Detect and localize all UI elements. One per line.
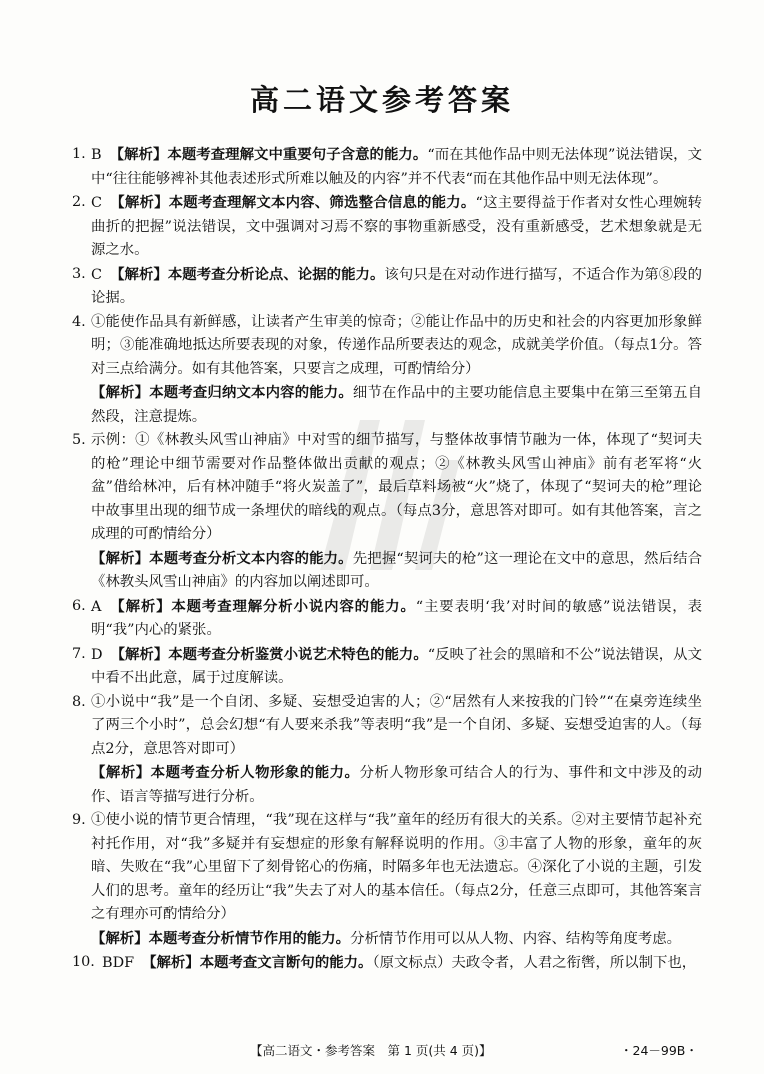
answer-item-8 bbox=[72, 691, 702, 762]
answer-item-4 bbox=[72, 311, 702, 382]
item-number: 2. bbox=[72, 194, 86, 210]
analysis-5 bbox=[72, 547, 702, 595]
footer-page-info: 【高二语文・参考答案 第 1 页(共 4 页)】 bbox=[250, 1043, 492, 1058]
item-answer: D bbox=[91, 646, 103, 663]
analysis-text: “而在其他作品中则无法体现”说法错误，文中“往往能够裨补其他表述形式所难以触及的内容”并不代表“而在其他作品中则无法体现”。 bbox=[91, 147, 702, 187]
analysis-tag: 【解析】 bbox=[91, 384, 150, 401]
item-number: 9. bbox=[72, 812, 86, 828]
item-number: 5. bbox=[72, 432, 86, 448]
analysis-tag: 【解析】 bbox=[109, 146, 168, 163]
analysis-tag: 【解析】 bbox=[110, 194, 169, 211]
analysis-tag: 【解析】 bbox=[91, 764, 151, 781]
analysis-4 bbox=[72, 381, 702, 429]
answer-list bbox=[72, 143, 702, 976]
analysis-tag: 【解析】 bbox=[91, 549, 150, 567]
answer-text: 示例：①《林教头风雪山神庙》中对雪的细节描写，与整体故事情节融为一体，体现了“契诃夫的枪”理论中细节需要对作品整体做出贡献的观点；②《林教头风雪山神庙》前有老军将“火盆”借给林冲，后有林冲随手“将火炭盖了”，最后草料场被“火”烧了，体现了“契诃夫的枪”理论中故事里出现的细节成一条埋伏的暗线的观点。（每点3分，意思答对即可。如有其他答案，言之成理的可酌情给分） bbox=[91, 432, 702, 542]
answer-text: ①使小说的情节更合情理，“我”现在这样与“我”童年的经历有很大的关系。②对主要情节起补充衬托作用，对“我”多疑并有妄想症的形象有解释说明的作用。③丰富了人物的形象，童年的灰暗、失败在“我”心里留下了刻骨铭心的伤痛，时隔多年也无法遗忘。④深化了小说的主题，引发人们的思考。童年的经历让“我”失去了对人的基本信任。（每点2分，任意三点即可，其他答案言之有理亦可酌情给分） bbox=[91, 812, 702, 922]
item-answer: C bbox=[91, 195, 103, 211]
analysis-text: “反映了社会的黑暗和不公”说法错误，从文中看不出此意，属于过度解读。 bbox=[91, 646, 702, 686]
analysis-lead: 本题考查理解文本内容、筛选整合信息的能力。 bbox=[168, 194, 476, 211]
item-number: 6. bbox=[72, 597, 86, 614]
analysis-text: 该句只是在对动作进行描写，不适合作为第⑧段的论据。 bbox=[91, 266, 702, 306]
analysis-text: （原文标点）夫政令者，人君之衔辔，所以制下也， bbox=[372, 955, 697, 971]
analysis-tag: 【解析】 bbox=[142, 954, 200, 971]
analysis-lead: 本题考查分析情节作用的能力。 bbox=[148, 929, 351, 947]
item-number: 1. bbox=[72, 146, 86, 162]
analysis-lead: 本题考查理解分析小说内容的能力。 bbox=[171, 597, 416, 615]
analysis-tag: 【解析】 bbox=[91, 929, 149, 947]
analysis-lead: 本题考查文言断句的能力。 bbox=[199, 954, 373, 971]
analysis-9 bbox=[72, 927, 702, 952]
answer-item-10 bbox=[72, 951, 702, 976]
answer-text: ①小说中“我”是一个自闭、多疑、妄想受迫害的人；②“居然有人来按我的门铃”“在桌旁连续坐了两三个小时”，总会幻想“有人要来杀我”等表明“我”是一个自闭、多疑、妄想受迫害的人。（每点2分，意思答对即可） bbox=[91, 693, 702, 757]
item-answer: C bbox=[91, 266, 103, 283]
item-answer: B bbox=[91, 147, 102, 163]
analysis-tag: 【解析】 bbox=[110, 265, 168, 283]
analysis-text: 先把握“契诃夫的枪”这一理论在文中的意思，然后结合《林教头风雪山神庙》的内容加以阐述即可。 bbox=[91, 550, 702, 590]
item-number: 8. bbox=[72, 693, 86, 710]
analysis-lead: 本题考查分析人物形象的能力。 bbox=[150, 764, 360, 781]
analysis-lead: 本题考查分析鉴赏小说艺术特色的能力。 bbox=[168, 645, 428, 663]
answer-text: ①能使作品具有新鲜感，让读者产生审美的惊奇；②能让作品中的历史和社会的内容更加形象鲜明；③能准确地抵达所要表现的对象，传递作品所要表达的观念，成就美学价值。（每点1分。答对三点给满分。如有其他答案，只要言之成理，可酌情给分） bbox=[91, 313, 702, 377]
page-title: 高二语文参考答案 bbox=[249, 83, 514, 117]
answer-item-2 bbox=[72, 191, 702, 263]
item-number: 10. bbox=[72, 954, 95, 970]
answer-item-3 bbox=[72, 263, 702, 311]
item-answer: A bbox=[91, 598, 102, 615]
analysis-lead: 本题考查分析文本内容的能力。 bbox=[149, 549, 353, 567]
footer-code: ・24－99B・ bbox=[620, 1043, 698, 1058]
analysis-text: “这主要得益于作者对女性心理婉转曲折的把握”说法错误，文中强调对习焉不察的事物重新感受，没有重新感受，艺术想象就是无源之水。 bbox=[91, 195, 702, 258]
analysis-text: 分析人物形象可结合人的行为、事件和文中涉及的动作、语言等描写进行分析。 bbox=[91, 765, 702, 805]
answer-item-9 bbox=[72, 809, 702, 927]
answer-item-5 bbox=[72, 429, 702, 547]
item-number: 4. bbox=[72, 313, 86, 330]
analysis-8 bbox=[72, 761, 702, 809]
analysis-text: “主要表明‘我’对时间的敏感”说法错误，表明“我”内心的紧张。 bbox=[91, 598, 702, 638]
analysis-text: 细节在作品中的主要功能信息主要集中在第三至第五自然段，注意提炼。 bbox=[91, 385, 702, 425]
analysis-tag: 【解析】 bbox=[109, 597, 172, 615]
answer-item-7 bbox=[72, 643, 702, 691]
analysis-lead: 本题考查分析论点、论据的能力。 bbox=[167, 265, 385, 283]
item-number: 3. bbox=[72, 265, 86, 282]
analysis-lead: 本题考查归纳文本内容的能力。 bbox=[149, 384, 353, 401]
analysis-lead: 本题考查理解文中重要句子含意的能力。 bbox=[167, 146, 428, 163]
analysis-text: 分析情节作用可以从人物、内容、结构等角度考虑。 bbox=[350, 930, 682, 947]
answer-item-6 bbox=[72, 595, 702, 643]
item-number: 7. bbox=[72, 645, 86, 662]
item-answer: BDF bbox=[102, 955, 135, 971]
answer-item-1 bbox=[72, 143, 702, 191]
analysis-tag: 【解析】 bbox=[110, 645, 169, 663]
